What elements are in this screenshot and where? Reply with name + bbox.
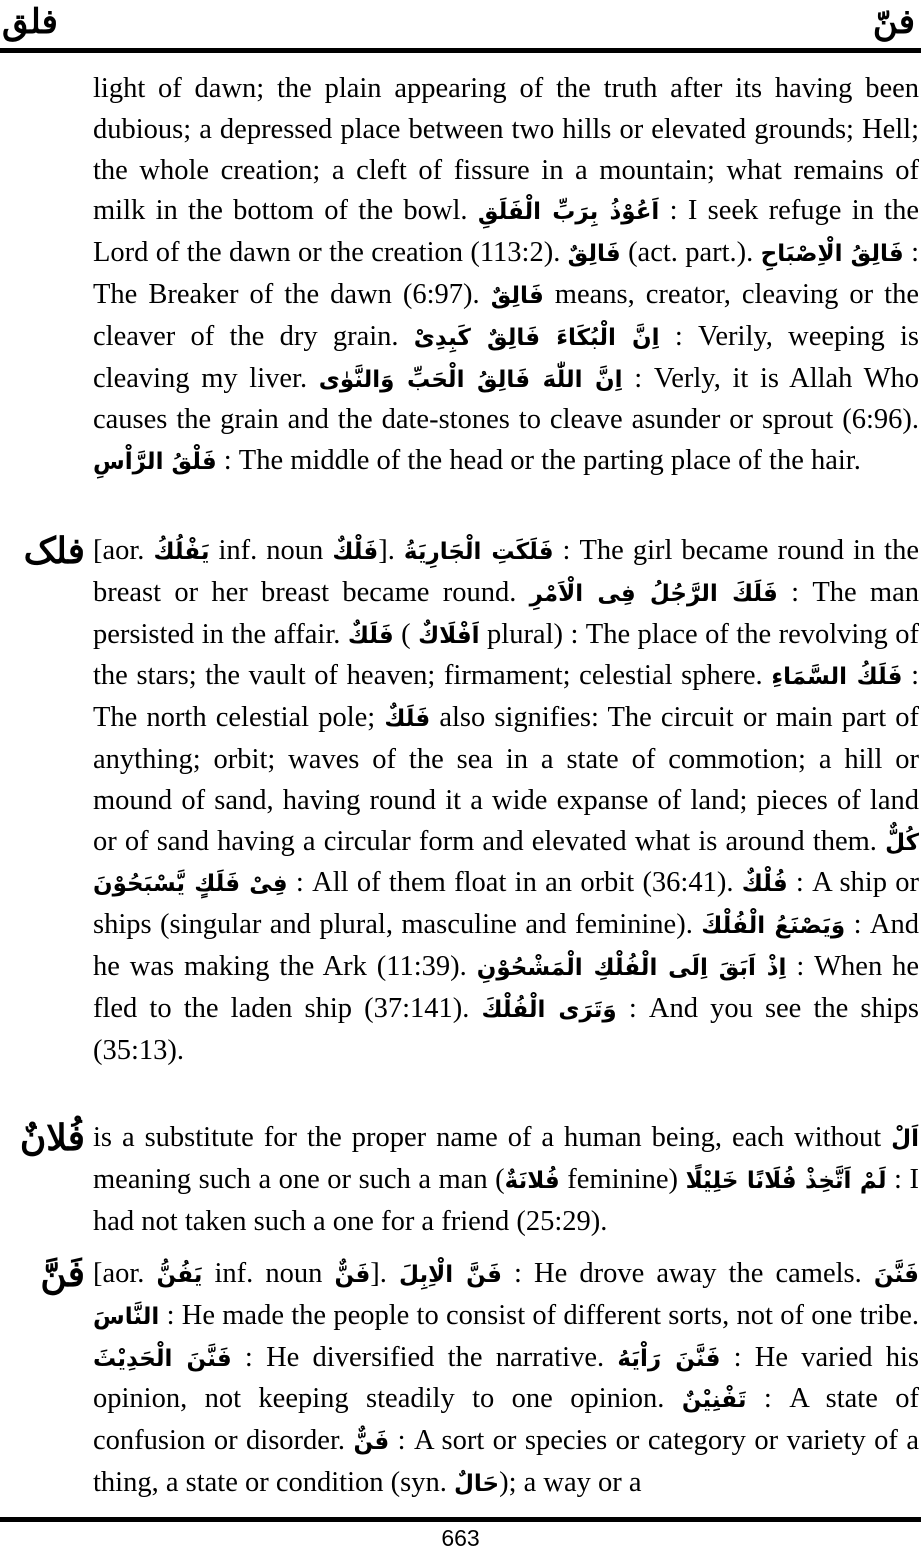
- page-number: 663: [441, 1525, 480, 1551]
- gloss-text: meaning such a one or such a man (: [93, 1163, 505, 1195]
- gloss-text: : Verily, weeping is cleaving my liver.: [93, 320, 919, 394]
- gloss-text: : He drove away the camels.: [501, 1258, 874, 1289]
- gloss-text: inf. noun: [202, 1258, 335, 1289]
- arabic-phrase: فَلَكُ السَّمَاءِ: [771, 664, 903, 691]
- entry-text: [93, 1118, 919, 1242]
- gloss-text: plural) : The place of the revolving of the stars; the vault of heaven; firmament; celestial sphere.: [93, 618, 919, 692]
- arabic-phrase: فَنَّنَ الْحَدِيْثَ: [93, 1345, 232, 1372]
- footer-rule: [0, 1517, 921, 1522]
- arabic-phrase: اِنَّ اللّٰهَ فَالِقُ الْحَبِّ وَالنَّوٰى: [318, 366, 623, 393]
- gloss-text: : He diversified the narrative.: [231, 1341, 618, 1373]
- arabic-phrase: اِذْ اَبَقَ اِلَى الْفُلْكِ الْمَشْحُوْنِ: [476, 954, 787, 981]
- arabic-phrase: اَعُوْذُ بِرَبِّ الْفَلَقِ: [477, 199, 660, 226]
- gloss-text: : Verly, it is Allah Who causes the grain and the date-stones to cleave asunder or sprout (6:96).: [93, 362, 919, 436]
- gloss-text: (act. part.).: [620, 237, 761, 269]
- gloss-text: : I seek refuge in the Lord of the dawn or the creation (113:2).: [93, 195, 919, 269]
- gloss-text: : A sort or species or category or variety of a thing, a state or condition (syn.: [93, 1425, 919, 1498]
- entry-headword: فَنَّ: [40, 1254, 85, 1294]
- gloss-text: feminine): [559, 1163, 686, 1195]
- gloss-text: : A ship or ships (singular and plural, masculine and feminine).: [93, 867, 919, 941]
- gloss-text: : The Breaker of the dawn (6:97).: [93, 237, 919, 310]
- gloss-text: inf. noun: [209, 535, 333, 566]
- arabic-phrase: اَفْلَاكٌ: [418, 622, 480, 649]
- header-right-word: فنّ: [872, 4, 915, 41]
- arabic-phrase: فَلَكَ الرَّجُلُ فِى الْاَمْرِ: [529, 580, 778, 607]
- gloss-text: : I had not taken such a one for a friend (25:29).: [93, 1163, 919, 1237]
- arabic-phrase: اِنَّ الْبُكَاءَ فَالِقٌ كَبِدِىْ: [413, 324, 660, 351]
- gloss-text: : A state of confusion or disorder.: [93, 1383, 919, 1457]
- arabic-phrase: فُلْكٌ: [741, 871, 788, 898]
- arabic-phrase: تَفْنِيْنٌ: [681, 1387, 747, 1414]
- arabic-phrase: فَلْقُ الرَّاْسِ: [93, 449, 217, 476]
- arabic-phrase: فَنٌّ: [353, 1429, 390, 1456]
- arabic-phrase: وَتَرَى الْفُلْكَ: [481, 996, 617, 1023]
- arabic-phrase: فَنٌّ: [334, 1262, 371, 1288]
- arabic-phrase: فَالِقٌ: [567, 241, 621, 268]
- gloss-text: : And he was making the Ark (11:39).: [93, 909, 920, 982]
- gloss-text: means, creator, cleaving or the cleaver of the dry grain.: [93, 278, 919, 352]
- entry-headword: فلک: [23, 531, 85, 571]
- arabic-phrase: فَالِقٌ: [490, 282, 544, 309]
- gloss-text: [aor.: [93, 535, 154, 566]
- entry-headword: فُلانٌ: [19, 1118, 85, 1158]
- gloss-text: : He made the people to consist of different sorts, not of one tribe.: [159, 1299, 919, 1331]
- gloss-text: : And you see the ships (35:13).: [93, 992, 919, 1066]
- header-rule: [0, 48, 921, 53]
- entry-fulan: [19, 1118, 919, 1242]
- arabic-phrase: لَمْ اَتَّخِذْ فُلَانًا خَلِيْلًا: [685, 1167, 887, 1194]
- arabic-phrase: كُلٌّ فِىْ فَلَكٍ يَّسْبَحُوْنَ: [93, 829, 919, 898]
- entry-falak: [23, 531, 920, 1071]
- entry-text: [93, 69, 919, 483]
- gloss-text: : The man persisted in the affair.: [93, 576, 919, 650]
- arabic-phrase: فُلانَةٌ: [504, 1167, 560, 1194]
- arabic-phrase: فَنَّنَ النَّاسَ: [93, 1262, 919, 1330]
- entry-text: [93, 1254, 919, 1505]
- gloss-text: : The girl became round in the breast or her breast became round.: [93, 535, 919, 608]
- arabic-phrase: حَالٌ: [453, 1470, 500, 1497]
- gloss-text: also signifies: The circuit or main part of anything; orbit; waves of the sea in a state of commotion; a hill or mound of sand, having round it a wide expanse of land; pieces of land or of sand having a circular form and elevated what is around them.: [93, 702, 919, 857]
- gloss-text: light of dawn; the plain appearing of the truth after its having been dubious; a depressed place between two hills or elevated grounds; Hell; the whole creation; a cleft of fissure in a mountain; what remains of milk in the bottom of the bowl.: [93, 73, 919, 227]
- gloss-text: ].: [378, 535, 404, 566]
- entry-falaq-continued: [93, 69, 919, 483]
- gloss-text: ].: [370, 1258, 399, 1289]
- arabic-phrase: اَلْ: [891, 1126, 919, 1152]
- gloss-text: : When he fled to the laden ship (37:141).: [93, 950, 920, 1024]
- gloss-text: : The middle of the head or the parting place of the hair.: [216, 445, 861, 477]
- arabic-phrase: فَالِقُ الْاِصْبَاحِ: [760, 241, 904, 268]
- gloss-text: [aor.: [93, 1258, 157, 1289]
- arabic-phrase: فَلَكٌ: [384, 706, 431, 733]
- arabic-phrase: فَنَّ الْاِبِلَ: [398, 1262, 502, 1288]
- gloss-text: : All of them float in an orbit (36:41).: [287, 867, 742, 899]
- gloss-text: ); a way or a: [499, 1466, 642, 1498]
- arabic-phrase: وَيَصْنَعُ الْفُلْكَ: [701, 913, 846, 940]
- gloss-text: : The north celestial pole;: [93, 660, 919, 734]
- gloss-text: : He varied his opinion, not keeping steadily to one opinion.: [93, 1341, 919, 1415]
- gloss-text: (: [393, 618, 419, 650]
- entry-fanna: [40, 1254, 919, 1505]
- arabic-phrase: فَلْكٌ: [332, 539, 379, 565]
- arabic-phrase: فَلَكَتِ الْجَارِيَةُ: [403, 539, 554, 565]
- arabic-phrase: يَفْلُكُ: [153, 539, 210, 565]
- header-left-word: فلق: [2, 4, 58, 41]
- entry-text: [93, 531, 919, 1071]
- arabic-phrase: فَنَّنَ رَاْيَهُ: [617, 1345, 721, 1372]
- gloss-text: is a substitute for the proper name of a human being, each without: [93, 1122, 892, 1153]
- arabic-phrase: فَلَكٌ: [347, 622, 394, 649]
- arabic-phrase: يَفُنُّ: [156, 1262, 203, 1288]
